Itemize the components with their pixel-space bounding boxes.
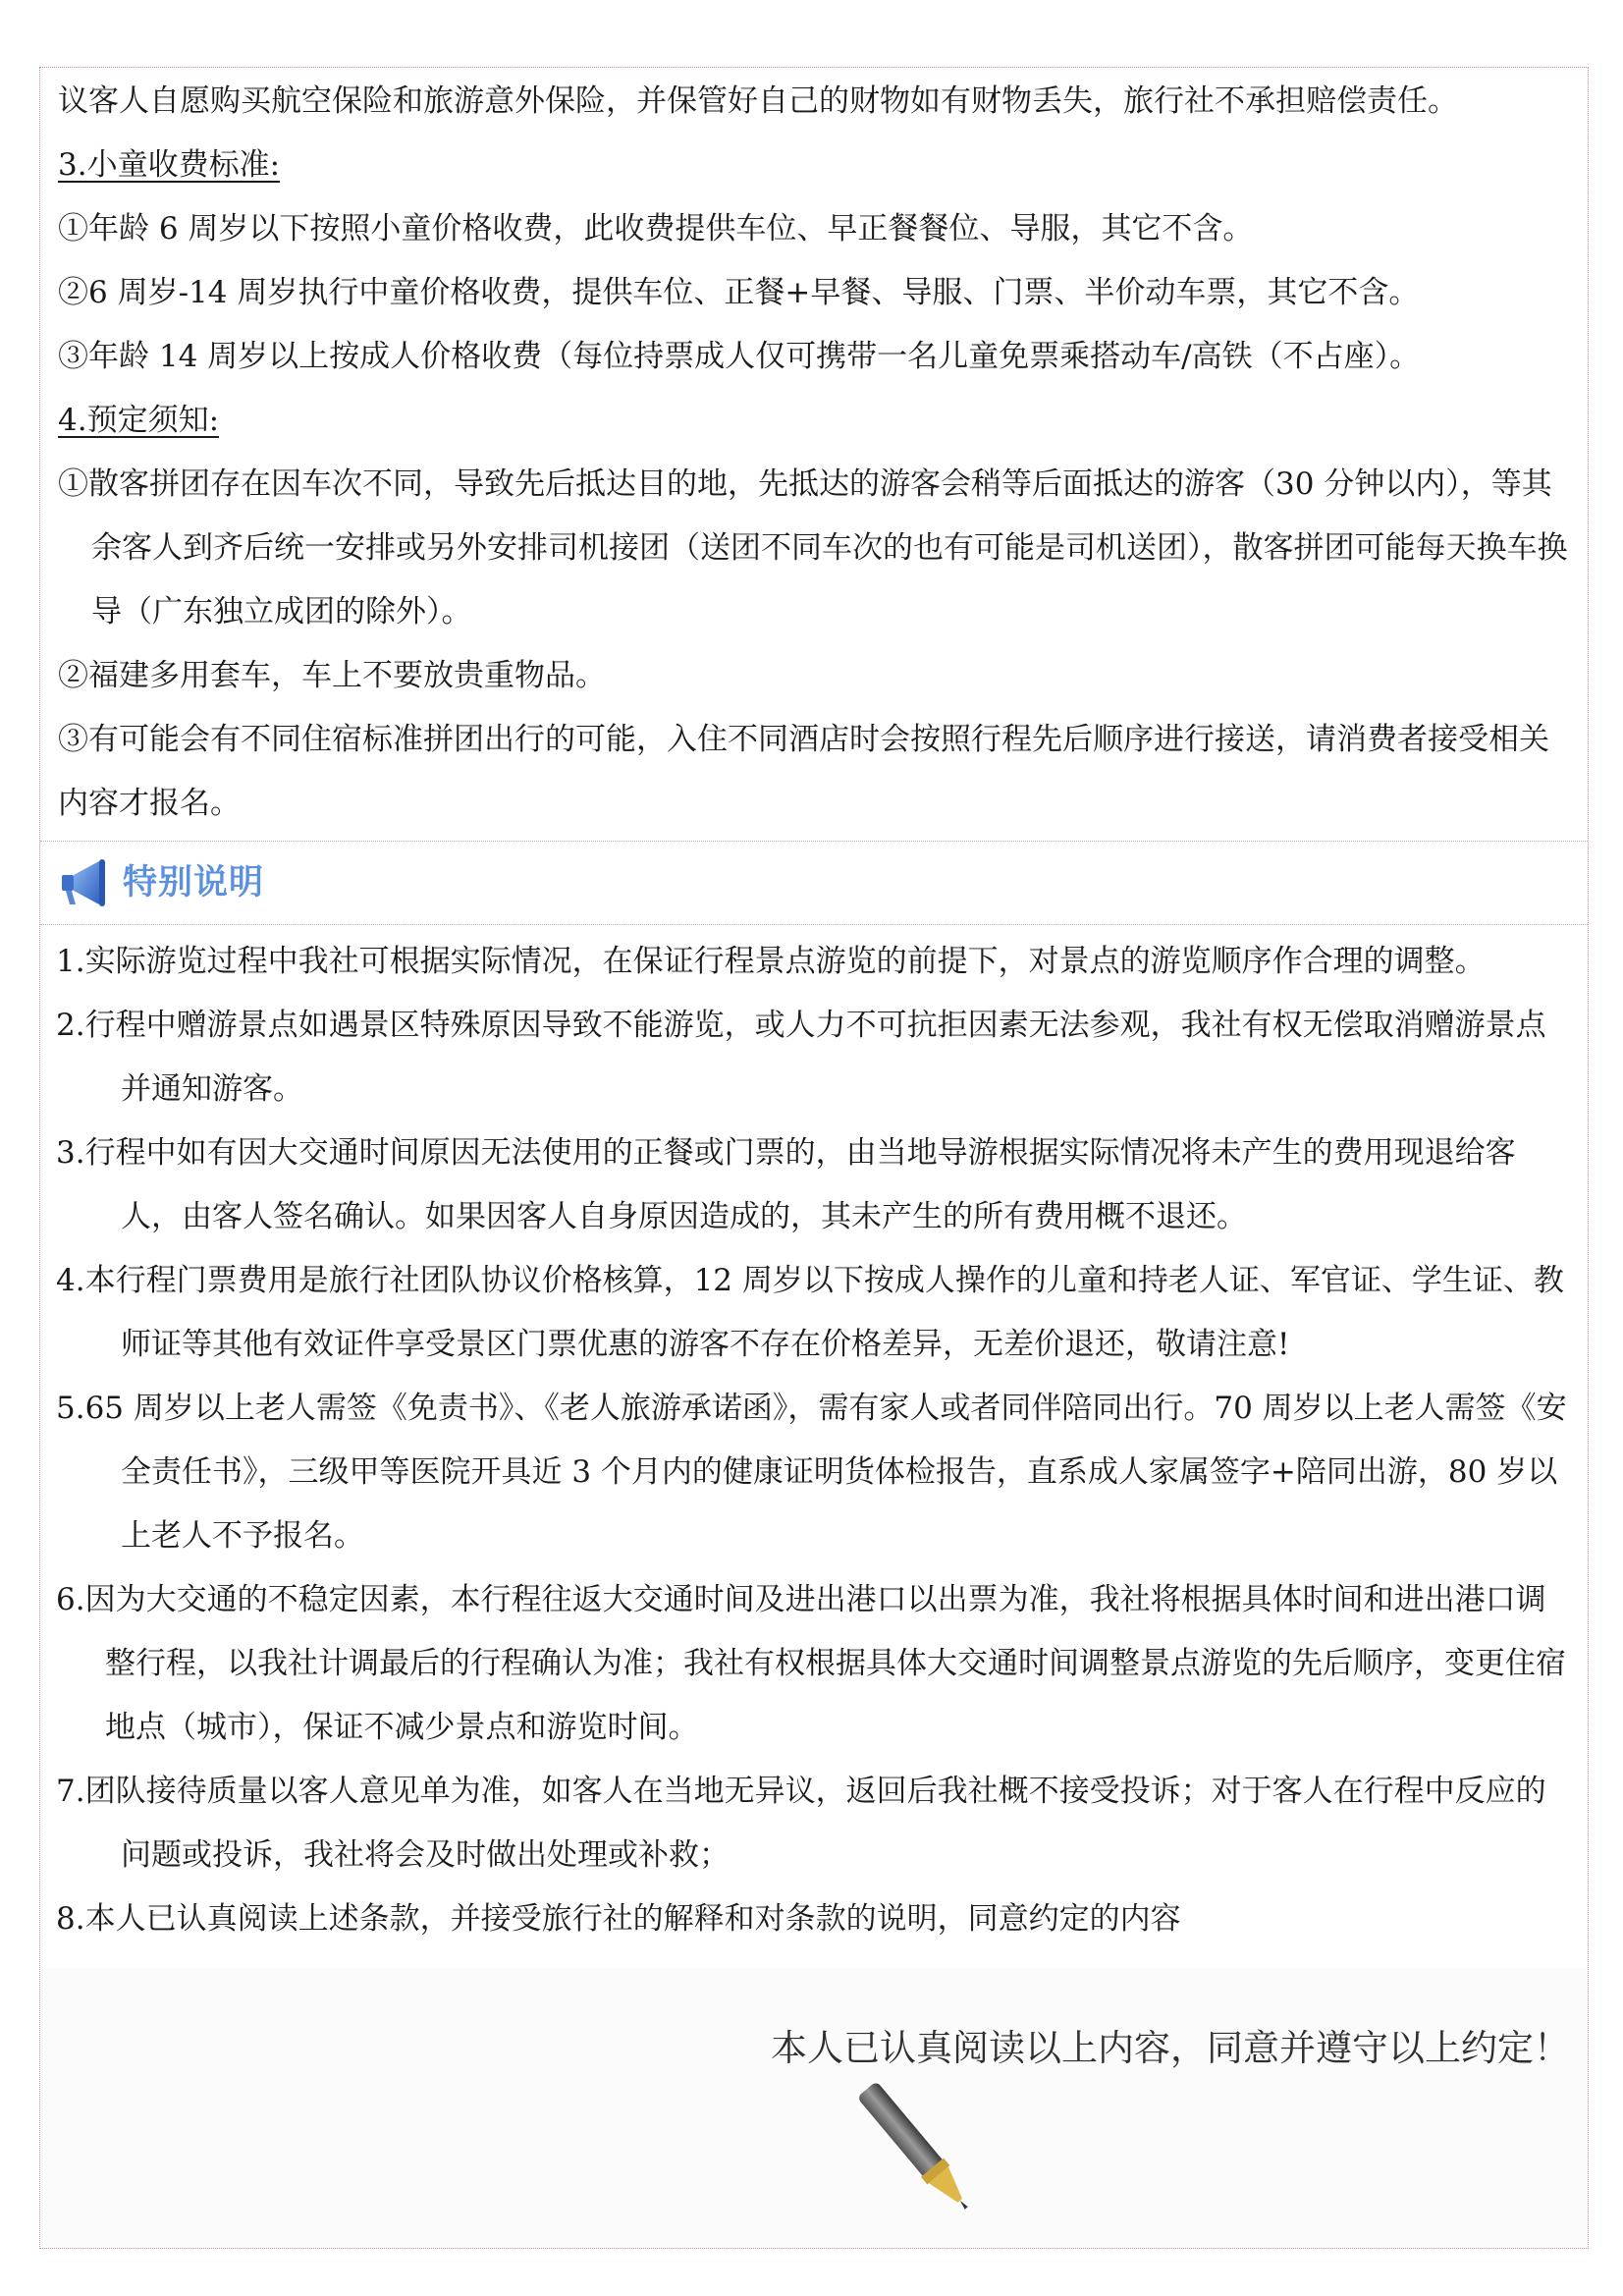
section-divider	[40, 924, 1588, 925]
booking-note-item: ②福建多用套车，车上不要放贵重物品。	[58, 658, 606, 693]
special-notes-list	[40, 926, 1588, 1967]
megaphone-icon	[56, 851, 119, 914]
special-note-item: 5.65 周岁以上老人需签《免责书》、《老人旅游承诺函》，需有家人或者同伴陪同出行。70 周岁以上老人需签《安全责任书》，三级甲等医院开具近 3 个月内的健康证明货体检报告，直系成人家属签字+陪同出游，80 岁以上老人不予报名。	[56, 1391, 1567, 1554]
document-frame	[39, 67, 1589, 2249]
child-fee-heading	[58, 134, 1570, 197]
special-note-item: 6.因为大交通的不稳定因素，本行程往返大交通时间及进出港口以出票为准，我社将根据具体时间和进出港口调整行程，以我社计调最后的行程确认为准；我社有权根据具体大交通时间调整景点游览的先后顺序，变更住宿地点（城市），保证不减少景点和游览时间。	[56, 1582, 1566, 1745]
pen-icon	[845, 2078, 993, 2225]
special-notes-banner	[40, 842, 1588, 924]
signature-area	[40, 1968, 1588, 2249]
booking-notes-heading	[58, 389, 1570, 453]
special-notes-title: 特别说明	[123, 863, 265, 902]
fee-and-booking-section	[40, 68, 1588, 841]
special-note-item: 2.行程中赠游景点如遇景区特殊原因导致不能游览，或人力不可抗拒因素无法参观，我社有权无偿取消赠游景点并通知游客。	[56, 1008, 1546, 1107]
special-note-item: 7.团队接待质量以客人意见单为准，如客人在当地无异议，返回后我社概不接受投诉；对于客人在行程中反应的问题或投诉，我社将会及时做出处理或补救；	[56, 1774, 1546, 1873]
child-fee-item: ①年龄 6 周岁以下按照小童价格收费，此收费提供车位、早正餐餐位、导服，其它不含。	[58, 211, 1254, 246]
insurance-note: 议客人自愿购买航空保险和旅游意外保险，并保管好自己的财物如有财物丢失，旅行社不承担赔偿责任。	[58, 83, 1458, 119]
child-fee-item: ②6 周岁-14 周岁执行中童价格收费，提供车位、正餐+早餐、导服、门票、半价动车票，其它不含。	[58, 275, 1420, 310]
child-fee-heading-text: 3.小童收费标准:	[58, 147, 281, 183]
booking-note-item: ①散客拼团存在因车次不同，导致先后抵达目的地，先抵达的游客会稍等后面抵达的游客（30 分钟以内），等其余客人到齐后统一安排或另外安排司机接团（送团不同车次的也有可能是司机送团），散客拼团可能每天换车换导（广东独立成团的除外）。	[58, 466, 1568, 629]
child-fee-item: ③年龄 14 周岁以上按成人价格收费（每位持票成人仅可携带一名儿童免票乘搭动车/高铁（不占座）。	[58, 339, 1421, 374]
agreement-statement: 本人已认真阅读以上内容，同意并遵守以上约定！	[771, 2027, 1570, 2069]
special-note-item: 1.实际游览过程中我社可根据实际情况，在保证行程景点游览的前提下，对景点的游览顺序作合理的调整。	[56, 944, 1486, 979]
booking-notes-heading-text: 4.预定须知:	[58, 403, 220, 438]
booking-note-item: ③有可能会有不同住宿标准拼团出行的可能，入住不同酒店时会按照行程先后顺序进行接送，请消费者接受相关内容才报名。	[58, 722, 1549, 821]
special-note-item: 4.本行程门票费用是旅行社团队协议价格核算，12 周岁以下按成人操作的儿童和持老人证、军官证、学生证、教师证等其他有效证件享受景区门票优惠的游客不存在价格差异，无差价退还，敬请注意!	[56, 1263, 1564, 1362]
special-note-item: 8.本人已认真阅读上述条款，并接受旅行社的解释和对条款的说明，同意约定的内容	[56, 1901, 1181, 1937]
special-note-item: 3.行程中如有因大交通时间原因无法使用的正餐或门票的，由当地导游根据实际情况将未产生的费用现退给客人，由客人签名确认。如果因客人自身原因造成的，其未产生的所有费用概不退还。	[56, 1135, 1516, 1234]
